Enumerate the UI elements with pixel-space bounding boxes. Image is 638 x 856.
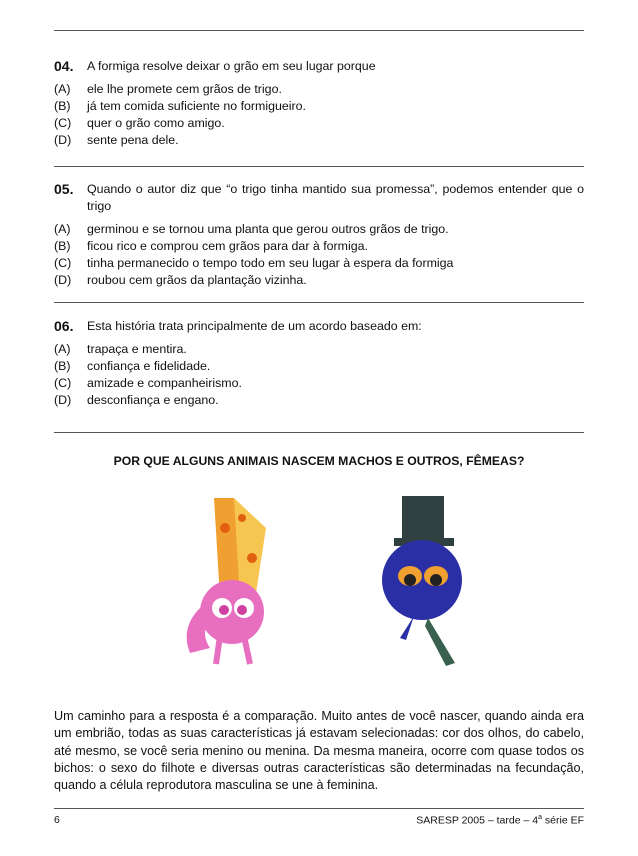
option-text: confiança e fidelidade.	[87, 359, 211, 373]
divider	[54, 432, 584, 433]
answer-option	[54, 255, 584, 272]
answer-option	[54, 81, 584, 98]
divider	[54, 166, 584, 167]
body-paragraph: Um caminho para a resposta é a comparação. Muito antes de você nascer, quando ainda era um embrião, todas as suas características já estavam selecionadas: cor dos olhos, do cabelo, até mesmo, se você seria menino ou menina. Da mesma maneira, ocorre com quase todos os bichos: o sexo do filhote e diversas outras características são determinadas na fecundação, quando a célula reprodutora masculina se une à feminina.	[54, 709, 584, 793]
question-06	[54, 318, 584, 409]
footer-label: SARESP 2005 – tarde – 4$^a$ série EF	[416, 814, 584, 827]
option-text: tinha permanecido o tempo todo em seu lugar à espera da formiga	[87, 256, 454, 270]
page-number: 6	[54, 814, 60, 826]
option-letter: (B)	[54, 239, 71, 253]
option-text: trapaça e mentira.	[87, 342, 187, 356]
question-text: A formiga resolve deixar o grão em seu lugar porque	[87, 59, 376, 73]
option-text: germinou e se tornou uma planta que gerou outros grãos de trigo.	[87, 222, 449, 236]
option-text: desconfiança e engano.	[87, 393, 219, 407]
illustration-pink-creature	[170, 488, 290, 668]
answer-option	[54, 341, 584, 358]
option-letter: (D)	[54, 273, 72, 287]
option-text: ficou rico e comprou cem grãos para dar à formiga.	[87, 239, 368, 253]
option-letter: (A)	[54, 222, 71, 236]
option-text: quer o grão como amigo.	[87, 116, 225, 130]
question-text: Esta história trata principalmente de um acordo baseado em:	[87, 319, 422, 333]
top-rule	[54, 30, 584, 31]
footer	[54, 814, 584, 827]
answer-option	[54, 132, 584, 149]
option-letter: (C)	[54, 256, 72, 270]
answer-option	[54, 98, 584, 115]
option-text: ele lhe promete cem grãos de trigo.	[87, 82, 282, 96]
option-letter: (B)	[54, 359, 71, 373]
option-letter: (D)	[54, 133, 72, 147]
question-number: 05.	[54, 181, 74, 197]
answer-option	[54, 221, 584, 238]
answer-option	[54, 238, 584, 255]
answer-option	[54, 272, 584, 289]
footer-rule	[54, 808, 584, 809]
answer-option	[54, 375, 584, 392]
illustration-blue-creature	[370, 488, 480, 678]
option-letter: (A)	[54, 82, 71, 96]
question-text: Quando o autor diz que “o trigo tinha mantido sua promessa”, podemos entender que o trigo	[87, 182, 584, 213]
question-head	[54, 318, 584, 335]
answer-option	[54, 392, 584, 409]
option-letter: (D)	[54, 393, 72, 407]
option-letter: (C)	[54, 116, 72, 130]
question-head	[54, 181, 584, 215]
section-title: POR QUE ALGUNS ANIMAIS NASCEM MACHOS E OUTROS, FÊMEAS?	[113, 454, 525, 468]
option-letter: (C)	[54, 376, 72, 390]
question-head	[54, 58, 584, 75]
divider	[54, 302, 584, 303]
option-text: amizade e companheirismo.	[87, 376, 242, 390]
answer-option	[54, 115, 584, 132]
option-letter: (A)	[54, 342, 71, 356]
option-text: sente pena dele.	[87, 133, 179, 147]
option-letter: (B)	[54, 99, 71, 113]
option-text: já tem comida suficiente no formigueiro.	[87, 99, 307, 113]
question-05	[54, 181, 584, 289]
answer-option	[54, 358, 584, 375]
question-number: 06.	[54, 318, 74, 334]
question-04	[54, 58, 584, 149]
option-text: roubou cem grãos da plantação vizinha.	[87, 273, 307, 287]
question-number: 04.	[54, 58, 74, 74]
